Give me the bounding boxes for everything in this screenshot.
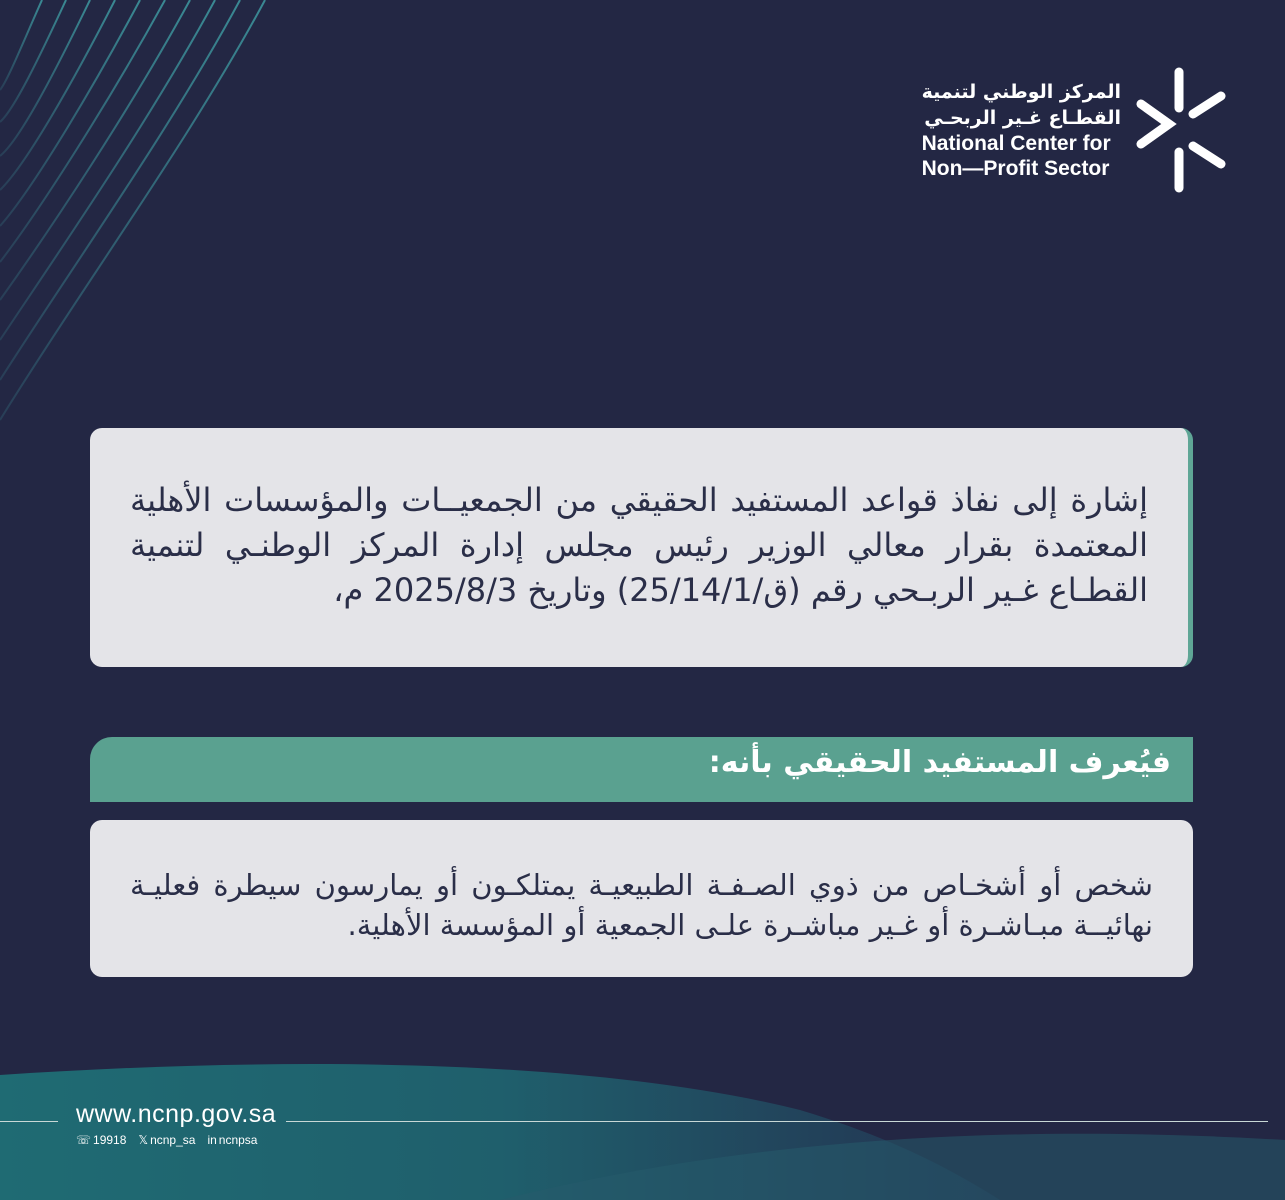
x-icon: 𝕏 — [138, 1133, 149, 1147]
linkedin-contact[interactable] — [207, 1133, 257, 1147]
phone-contact[interactable] — [76, 1133, 126, 1147]
definition-card — [90, 820, 1193, 977]
brand-name-en-line1: National Center for — [921, 132, 1111, 155]
website-link[interactable]: www.ncnp.gov.sa — [76, 1100, 277, 1128]
footer-contacts — [76, 1133, 276, 1147]
brand-text — [922, 79, 1121, 181]
intro-text: إشارة إلى نفاذ قواعد المستفيد الحقيقي من الجمعيــات والمؤسسات الأهلية المعتمدة بقرار معالي الوزير رئيس مجلس إدارة المركز الوطنـي لتنمية القطـاع غـير الربـحي رقم (ق/25/14/1) وتاريخ 2025/8/3 م، — [130, 481, 1148, 609]
decorative-lines — [0, 0, 265, 420]
ncnp-logo-icon — [1135, 66, 1227, 194]
phone-icon: ☏ — [76, 1133, 92, 1147]
footer — [76, 1100, 276, 1147]
footer-divider-right — [286, 1121, 1268, 1122]
definition-heading-bar — [90, 737, 1193, 802]
brand-name-ar-line1: المركز الوطني لتنمية — [921, 81, 1121, 103]
brand-logo — [922, 66, 1227, 194]
footer-divider-left — [0, 1121, 58, 1122]
brand-name-ar-line2: القطـاع غـير الربحـي — [924, 107, 1121, 129]
x-handle: ncnp_sa — [150, 1133, 196, 1147]
definition-heading: فيُعرف المستفيد الحقيقي بأنه: — [708, 745, 1171, 780]
x-contact[interactable] — [138, 1133, 195, 1147]
intro-card — [90, 428, 1193, 667]
phone-number: 19918 — [93, 1133, 127, 1147]
linkedin-handle: ncnpsa — [218, 1133, 258, 1147]
brand-name-en-line2: Non—Profit Sector — [921, 157, 1110, 180]
definition-text: شخص أو أشخـاص من ذوي الصـفـة الطبيعيـة يمتلكـون أو يمارسون سيطرة فعليـة نهائيــة مبـاشـرة أو غـير مباشـرة علـى الجمعية أو المؤسسة الأهلية. — [130, 868, 1153, 942]
linkedin-icon: in — [207, 1133, 217, 1147]
